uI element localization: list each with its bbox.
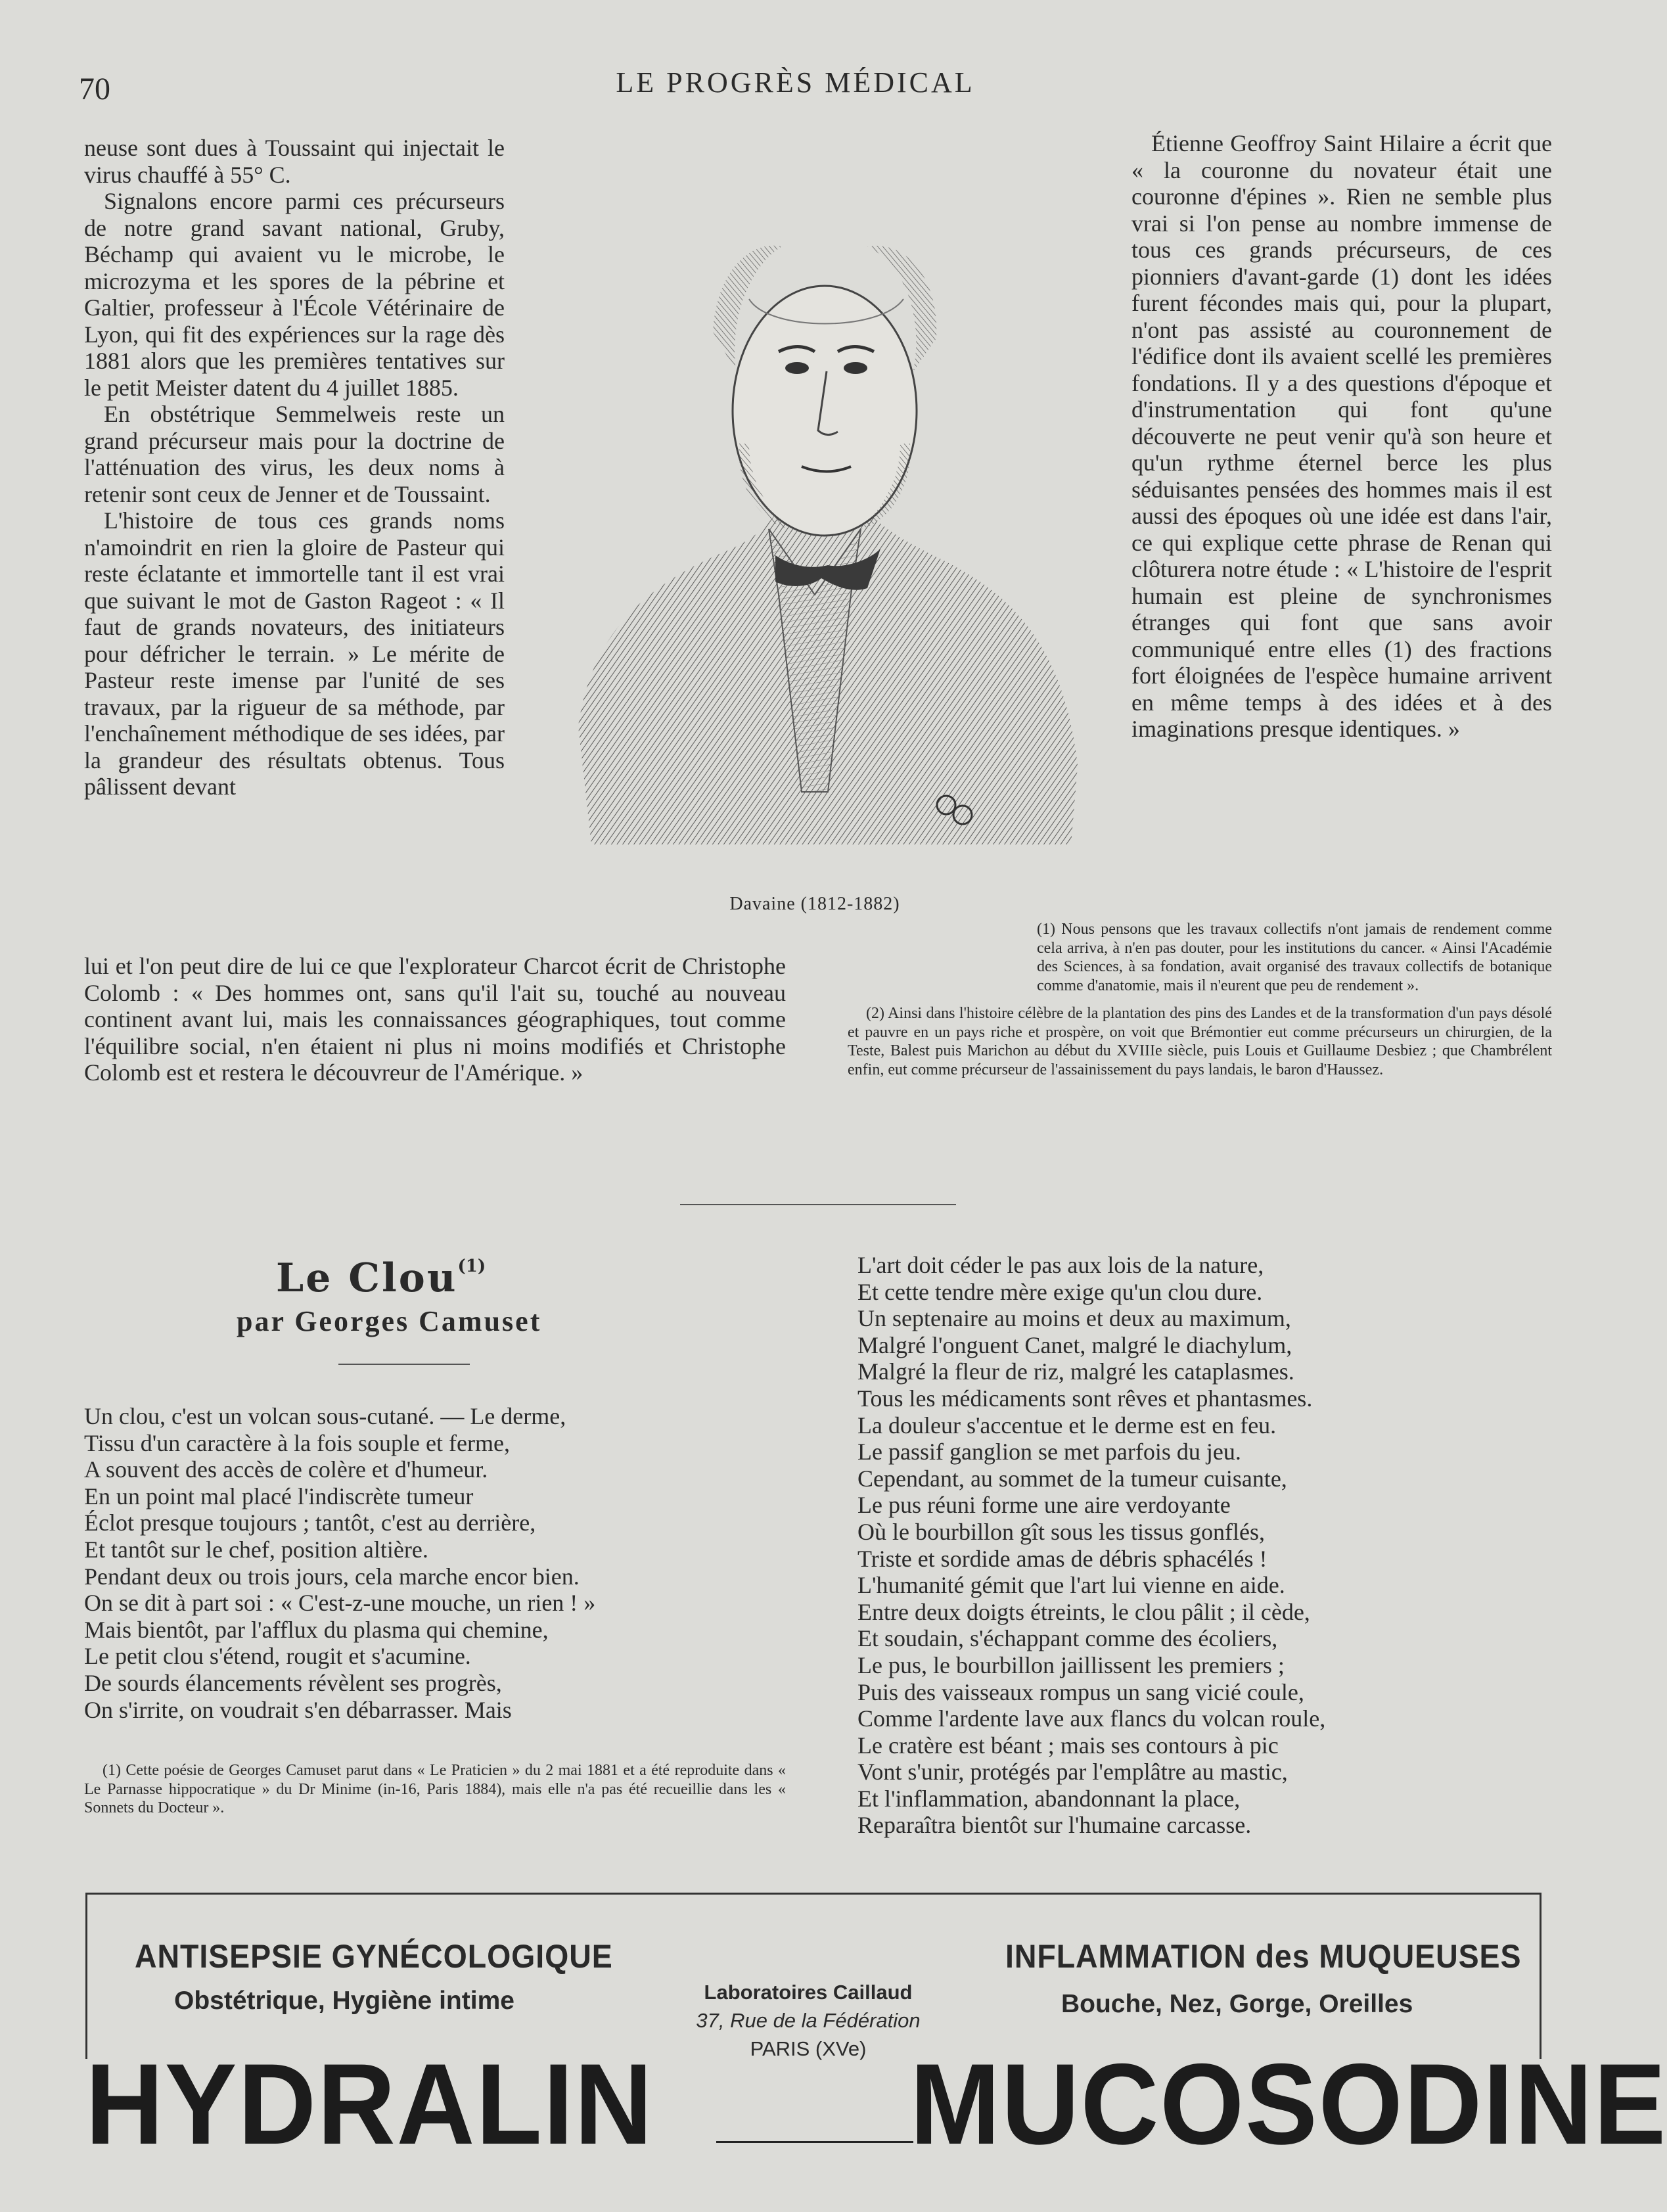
poem-line: L'art doit céder le pas aux lois de la nature, [857, 1252, 1264, 1278]
paragraph: Étienne Geoffroy Saint Hilaire a écrit que « la couronne du novateur était une couronne d'épines ». Rien ne semble plus vrai si l'on pense au nombre immense de tous ces grands précurseurs, de ces pionniers d'avant-garde (1) dont les idées furent fécondes mais qui, pour la plupart, n'ont pas assisté au couronnement de l'édifice dont ils avaient scellé les premières fondations. Il y a des questions d'époque et d'instrumentation qui font qu'une découverte ne peut venir qu'à son heure et qu'un rythme éternel berce les plus séduisantes pensées des hommes mais il est aussi des époques où une idée est dans l'air, ce qui explique cette phrase de Renan qui clôturera notre étude : « L'histoire de l'esprit humain est pleine de synchronismes étranges qui font que sans avoir communiqué entre elles (1) des fractions fort éloignées de l'espèce humaine arrivent en même temps à des idées et à des imaginations presque identiques. » [1131, 130, 1552, 742]
page-number: 70 [79, 72, 110, 106]
brand-connector-rule [716, 2141, 913, 2143]
poem-title-text: Le Clou [276, 1255, 458, 1301]
poem-line: Puis des vaisseaux rompus un sang vicié coule, [857, 1678, 1304, 1705]
poem-line: Mais bientôt, par l'afflux du plasma qui chemine, [84, 1616, 549, 1643]
poem-title-note: (1) [457, 1256, 486, 1276]
poem-line: Vont s'unir, protégés par l'emplâtre au mastic, [857, 1759, 1288, 1786]
poem-line: L'humanité gémit que l'art lui vienne en aide. [857, 1572, 1285, 1599]
poem-author: par Georges Camuset [237, 1305, 542, 1337]
poem-line: A souvent des accès de colère et d'humeur. [84, 1456, 488, 1483]
poem-line: Entre deux doigts étreints, le clou pâlit ; il cède, [857, 1598, 1310, 1625]
poem-line: Et cette tendre mère exige qu'un clou dure. [857, 1278, 1263, 1305]
ad-left-title: ANTISEPSIE GYNÉCOLOGIQUE [135, 1938, 613, 1975]
poem-line: Le passif ganglion se met parfois du jeu. [857, 1439, 1241, 1465]
brand-mucosodine: MUCOSODINE [910, 2040, 1667, 2169]
brand-hydralin: HYDRALIN [85, 2040, 654, 2169]
poem-line: On se dit à part soi : « C'est-z-une mouche, un rien ! » [84, 1590, 596, 1617]
poem-line: Tous les médicaments sont rêves et phantasmes. [857, 1385, 1313, 1412]
footnote: (2) Ainsi dans l'histoire célèbre de la plantation des pins des Landes et de la transformation d'un pays désolé et pauvre en un pays riche et prospère, on voit que Brémontier eut comme précurseurs un chirurgien, de la Teste, Balest puis Marichon au début du XVIIIe siècle, puis Louis et Guillaume Desbiez ; que Chambrélent enfin, eut comme précurseur de l'assainissement du pays landais, le baron d'Haussez. [848, 1005, 1552, 1078]
poem-line: Le petit clou s'étend, rougit et s'acumine. [84, 1643, 471, 1670]
poem-line: Tissu d'un caractère à la fois souple et ferme, [84, 1429, 510, 1456]
poem-line: Cependant, au sommet de la tumeur cuisante, [857, 1465, 1287, 1492]
portrait-illustration [552, 135, 1097, 871]
poem-line: Le pus, le bourbillon jaillissent les premiers ; [857, 1651, 1285, 1678]
poem-line: Éclot presque toujours ; tantôt, c'est au derrière, [84, 1509, 536, 1536]
ad-laboratory-info [683, 1978, 933, 2063]
article-spanning-paragraph: lui et l'on peut dire de lui ce que l'explorateur Charcot écrit de Christophe Colomb : « Des hommes ont, sans qu'il l'ait su, touché au nouveau continent avant lui, mais les connaissances géographiques, tout comme l'équilibre social, n'en étaient ni plus ni moins modifiés et Christophe Colomb est et restera le découvreur de l'Amérique. » [84, 953, 786, 1086]
article-left-column [84, 135, 505, 800]
running-title: LE PROGRÈS MÉDICAL [616, 66, 975, 99]
poem-line: Un clou, c'est un volcan sous-cutané. — Le derme, [84, 1403, 566, 1429]
poem-line: La douleur s'accentue et le derme est en feu. [857, 1412, 1277, 1439]
poem-line: En un point mal placé l'indiscrète tumeur [84, 1483, 474, 1509]
article-footnotes [848, 920, 1552, 1088]
poem-line: Malgré l'onguent Canet, malgré le diachylum, [857, 1331, 1292, 1358]
poem-line: Le cratère est béant ; mais ses contours à pic [857, 1732, 1279, 1759]
lab-city: PARIS (XVe) [750, 2037, 867, 2060]
poem-line: Et soudain, s'échappant comme des écoliers, [857, 1625, 1278, 1652]
poem-line: Un septenaire au moins et deux au maximum, [857, 1305, 1291, 1332]
poem-line: De sourds élancements révèlent ses progrès, [84, 1669, 502, 1696]
poem-line: Comme l'ardente lave aux flancs du volcan roule, [857, 1705, 1326, 1732]
paragraph: neuse sont dues à Toussaint qui injectait le virus chauffé à 55° C. [84, 135, 505, 188]
paragraph: En obstétrique Semmelweis reste un grand précurseur mais pour la doctrine de l'atténuation des virus, les deux noms à retenir sont ceux de Jenner et de Toussaint. [84, 401, 505, 507]
poem-line: Et tantôt sur le chef, position altière. [84, 1536, 428, 1563]
poem-line: Pendant deux ou trois jours, cela marche encor bien. [84, 1563, 580, 1590]
footnote: (1) Nous pensons que les travaux collectifs n'ont jamais de rendement comme cela arriva, à n'en pas douter, pour les institutions du cancer. « Ainsi l'Académie des Sciences, à sa fondation, avait organisé des travaux collectifs de botanique comme d'anatomie, mais il n'eurent que peu de rendement ». [1037, 921, 1552, 994]
poem-line: Malgré la fleur de riz, malgré les cataplasmes. [857, 1358, 1294, 1385]
ad-right-subtitle: Bouche, Nez, Gorge, Oreilles [1061, 1990, 1413, 2018]
poem-line: Où le bourbillon gît sous les tissus gonflés, [857, 1518, 1265, 1545]
poem-left-stanza [84, 1403, 595, 1723]
poem-right-stanza [857, 1252, 1325, 1839]
poem-line: Le pus réuni forme une aire verdoyante [857, 1492, 1231, 1519]
ad-left-subtitle: Obstétrique, Hygiène intime [174, 1987, 514, 2015]
section-divider [680, 1204, 956, 1205]
paragraph: L'histoire de tous ces grands noms n'amoindrit en rien la gloire de Pasteur qui reste éclatante et immortelle tant il est vrai que suivant le mot de Gaston Rageot : « Il faut de grands novateurs, des initiateurs pour défricher le terrain. » Le mérite de Pasteur reste imense par l'unité de ses travaux, par la rigueur de sa méthode, par l'enchaînement méthodique de ses idées, par la grandeur des résultats obtenus. Tous pâlissent devant [84, 507, 505, 800]
ad-right-title: INFLAMMATION des MUQUEUSES [1005, 1938, 1522, 1975]
poem-line: Triste et sordide amas de débris sphacélés ! [857, 1545, 1267, 1572]
lab-address: 37, Rue de la Fédération [696, 2009, 921, 2032]
poem-line: Reparaîtra bientôt sur l'humaine carcasse. [857, 1812, 1252, 1839]
poem-title-rule [338, 1364, 470, 1365]
article-right-column [1131, 130, 1552, 743]
poem-footnote: (1) Cette poésie de Georges Camuset parut dans « Le Praticien » du 2 mai 1881 et a été reproduite dans « Le Parnasse hippocratique » du Dr Minime (in-16, Paris 1884), mais elle n'a pas été recueillie dans les « Sonnets du Docteur ». [84, 1762, 786, 1816]
portrait-caption: Davaine (1812-1882) [729, 894, 900, 914]
poem-line: On s'irrite, on voudrait s'en débarrasser. Mais [84, 1696, 512, 1723]
paragraph: Signalons encore parmi ces précurseurs de notre grand savant national, Gruby, Béchamp qui avaient vu le microbe, le microzyma et les spores de la pébrine et Galtier, professeur à l'École Vétérinaire de Lyon, qui fit des expériences sur la rage dès 1881 alors que les premières tentatives sur le petit Meister datent du 4 juillet 1885. [84, 188, 505, 401]
poem-line: Et l'inflammation, abandonnant la place, [857, 1785, 1241, 1812]
poem-title [276, 1255, 486, 1301]
lab-name: Laboratoires Caillaud [704, 1981, 913, 2004]
